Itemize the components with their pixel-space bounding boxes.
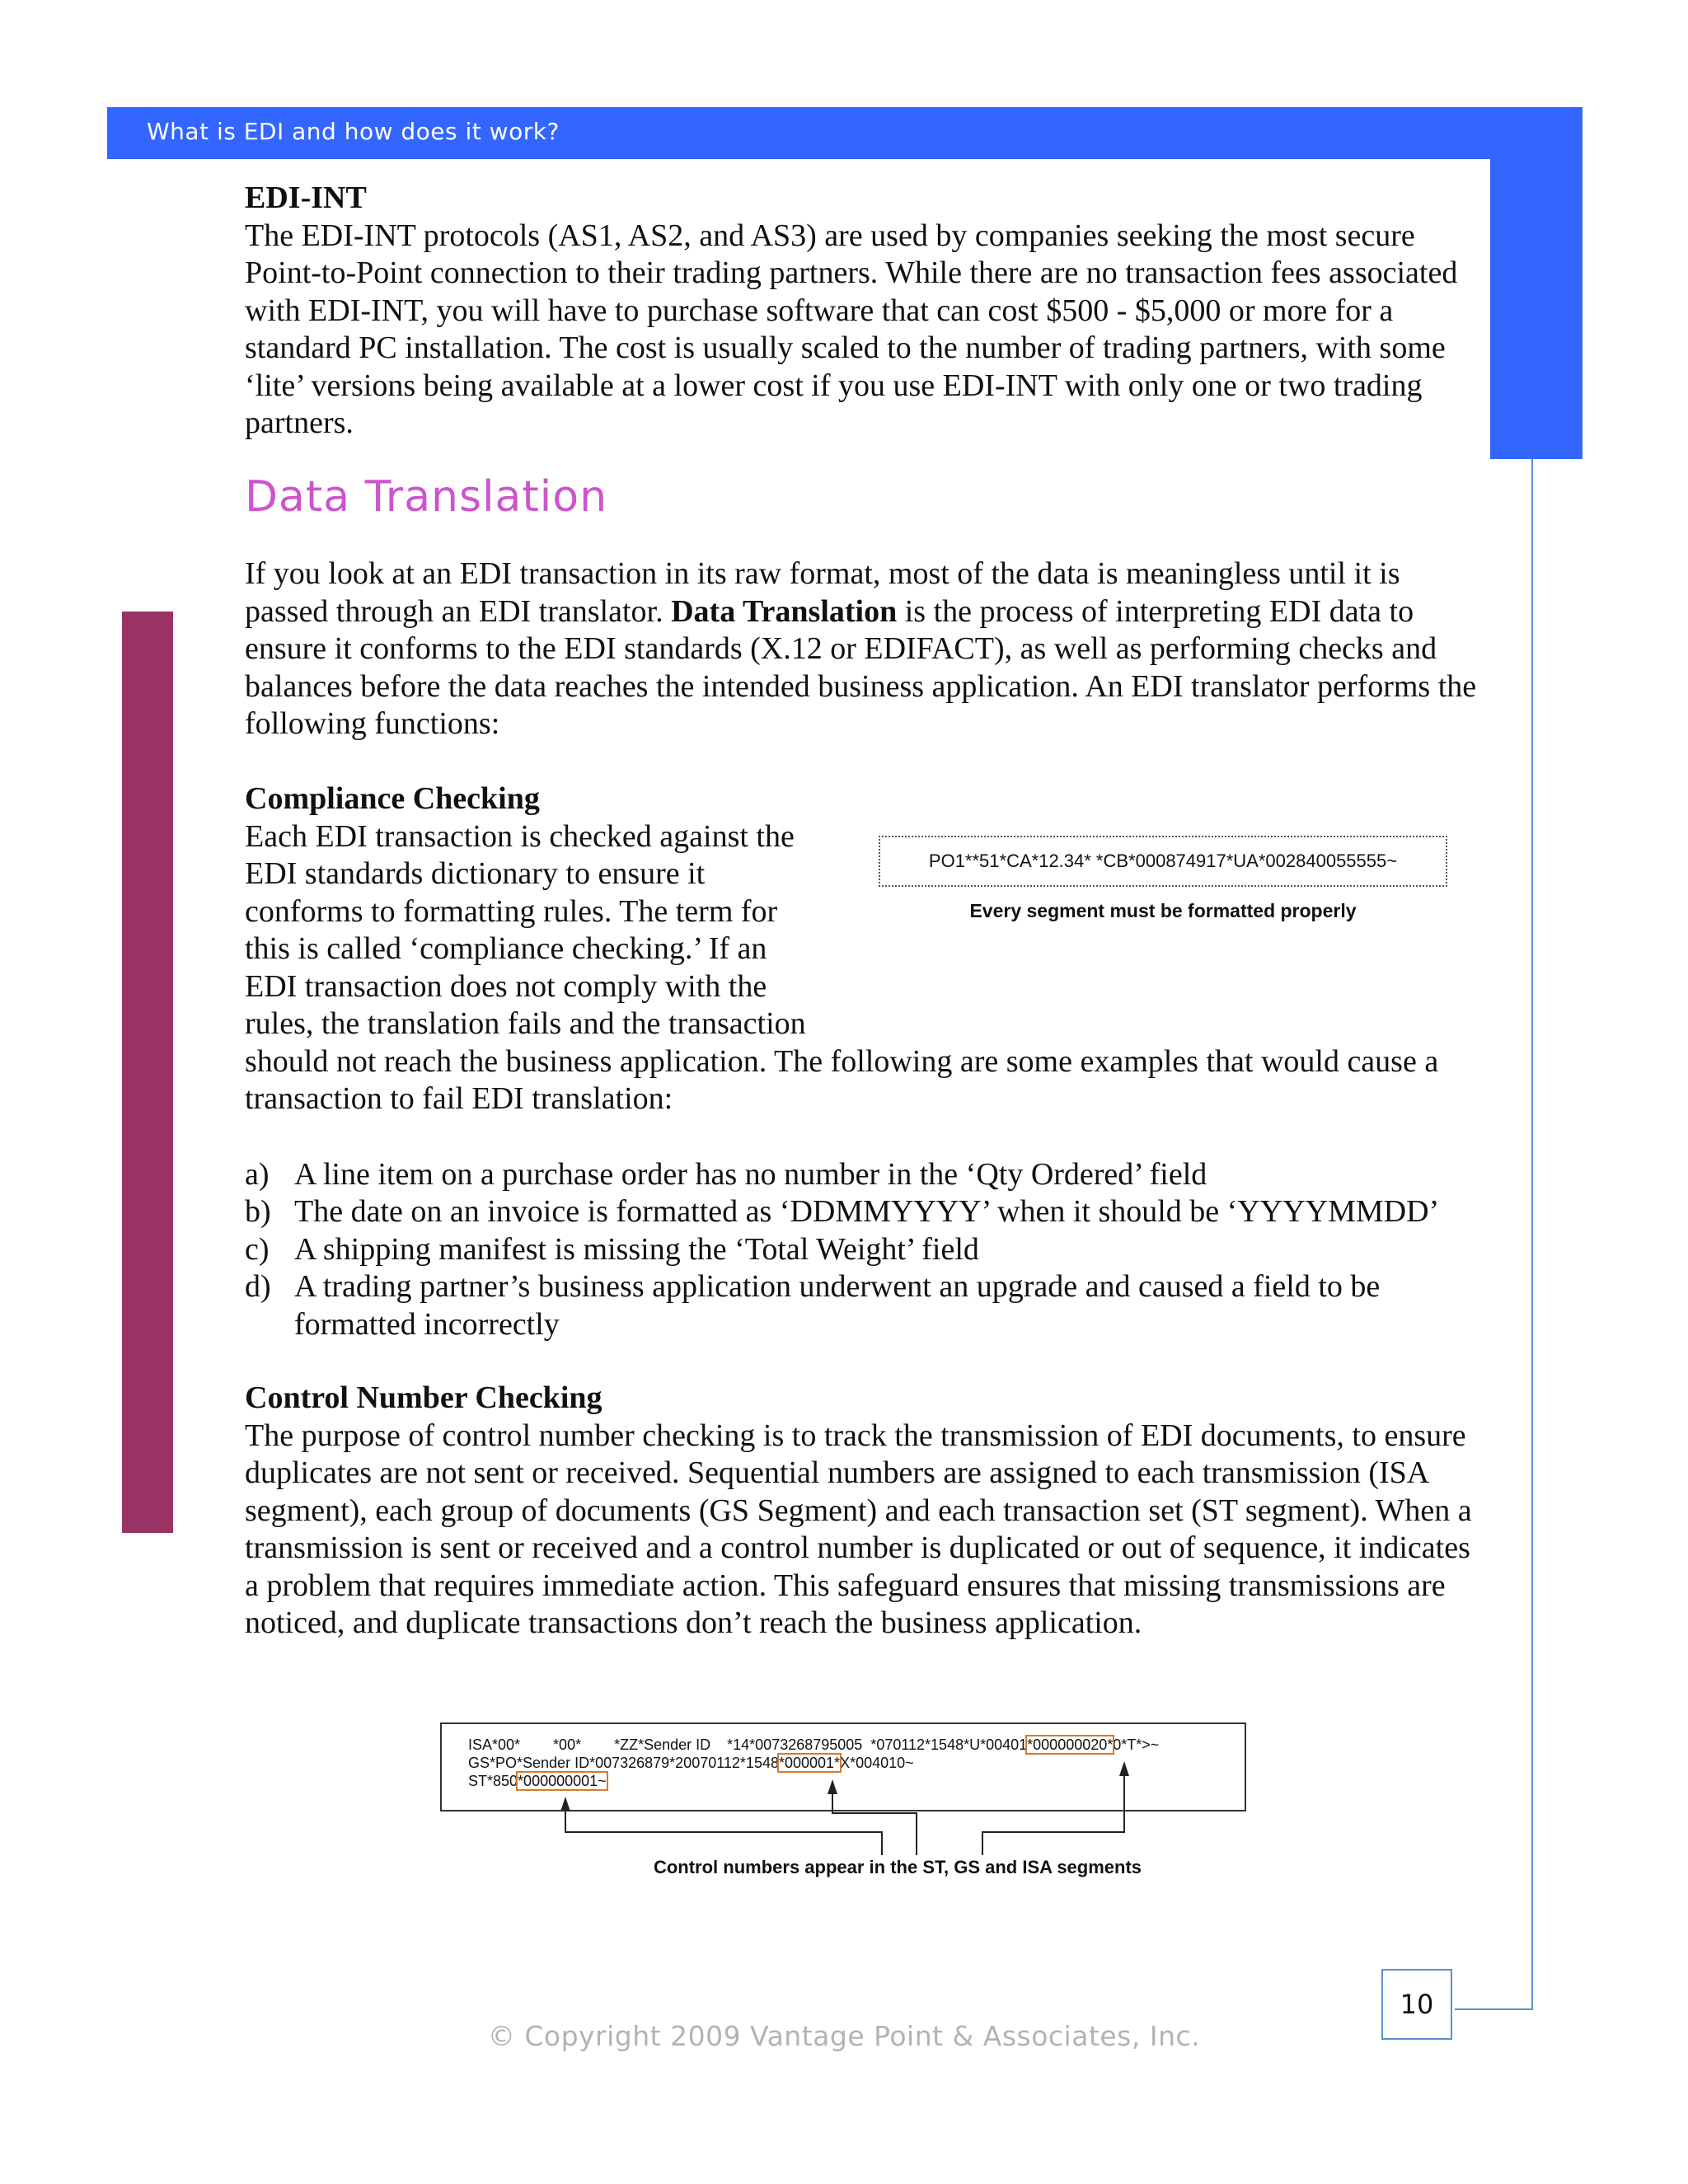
st-arrow-head (560, 1797, 570, 1811)
page-number: 10 (1381, 1969, 1452, 2040)
list-text: A line item on a purchase order has no number in the ‘Qty Ordered’ field (294, 1157, 1207, 1192)
control-number-body: The purpose of control number checking is to track the transmission of EDI documents, to ensure duplicates are not sent or received. Sequential numbers are assigned to each transmission (ISA segment), each group of documents (GS Segment) and each transaction set (ST segment). When a transmission is sent or received and a control number is duplicated or out of sequence, it indicates a problem that requires immediate action. This safeguard ensures that missing transmissions are noticed, and duplicate transactions don’t reach the business application. (245, 1418, 1472, 1640)
compliance-continuation: should not reach the business application. The following are some examples that would cause a transaction to fail EDI translation: (245, 1043, 1439, 1116)
isa-arrow-line (982, 1774, 1124, 1855)
copyright-notice: © Copyright 2009 Vantage Point & Associates, Inc. (487, 2020, 1201, 2052)
segment-example-box: PO1**51*CA*12.34* *CB*000874917*UA*002840055555~ (879, 836, 1447, 887)
control-number-caption: Control numbers appear in the ST, GS and ISA segments (653, 1857, 1142, 1877)
list-marker: c) (245, 1232, 270, 1267)
gs-control-number: *000001* (778, 1755, 841, 1771)
compliance-line: Each EDI transaction is checked against the (245, 818, 795, 854)
header-title: What is EDI and how does it work? (147, 118, 560, 145)
list-text: A shipping manifest is missing the ‘Total Weight’ field (294, 1232, 979, 1267)
compliance-line: rules, the translation fails and the transaction (245, 1006, 806, 1041)
section-title: Data Translation (245, 472, 608, 522)
intro-text-1: If you look at an EDI transaction in its raw format, most of the data is meaningless until it is passed through an EDI translator. (245, 556, 1400, 629)
edi-int-heading: EDI-INT (245, 180, 367, 215)
compliance-line: this is called ‘compliance checking.’ If an (245, 931, 767, 966)
edi-int-body: The EDI-INT protocols (AS1, AS2, and AS3) are used by companies seeking the most secure Point-to-Point connection to their trading partners. While there are no transaction fees associated with EDI-INT, you will have to purchase software that can cost $500 - $5,000 or more for a standard PC installation. The cost is usually scaled to the number of trading partners, with some ‘lite’ versions being available at a lower cost if you use EDI-INT with only one or two trading partners. (245, 218, 1458, 440)
st-segment-line: ST*850*000000001~ (468, 1773, 607, 1789)
st-control-number: *000000001~ (518, 1773, 607, 1789)
gs-arrow-line (832, 1793, 917, 1855)
compliance-line: conforms to formatting rules. The term for (245, 893, 778, 929)
gs-segment-line: GS*PO*Sender ID*007326879*20070112*1548*000001*X*004010~ (468, 1755, 914, 1771)
isa-arrow-head (1119, 1761, 1129, 1776)
segment-caption: Every segment must be formatted properly (969, 900, 1357, 921)
list-marker: b) (245, 1194, 271, 1229)
list-marker: d) (245, 1269, 271, 1304)
control-number-heading: Control Number Checking (245, 1380, 603, 1415)
list-marker: a) (245, 1157, 270, 1192)
st-arrow-line (565, 1810, 882, 1855)
gs-arrow-head (828, 1779, 837, 1794)
isa-control-number: *000000020* (1027, 1736, 1114, 1753)
intro-text-2: is the process of interpreting EDI data to ensure it conforms to the EDI standards (X.12 or EDIFACT), as well as performing checks and balances before the data reaches the intended business application. An EDI translator performs the following functions: (245, 593, 1477, 741)
compliance-heading: Compliance Checking (245, 781, 540, 816)
isa-segment-line: ISA*00* *00* *ZZ*Sender ID *14*0073268795005 *070112*1548*U*00401*000000020*0*T*>~ (468, 1736, 1160, 1753)
list-text: A trading partner’s business application underwent an upgrade and caused a field to be formatted incorrectly (294, 1269, 1381, 1342)
compliance-line: EDI transaction does not comply with the (245, 968, 767, 1004)
intro-bold-term: Data Translation (671, 593, 898, 629)
compliance-line: EDI standards dictionary to ensure it (245, 856, 706, 891)
list-text: The date on an invoice is formatted as ‘DDMMYYYY’ when it should be ‘YYYYMMDD’ (294, 1194, 1440, 1229)
